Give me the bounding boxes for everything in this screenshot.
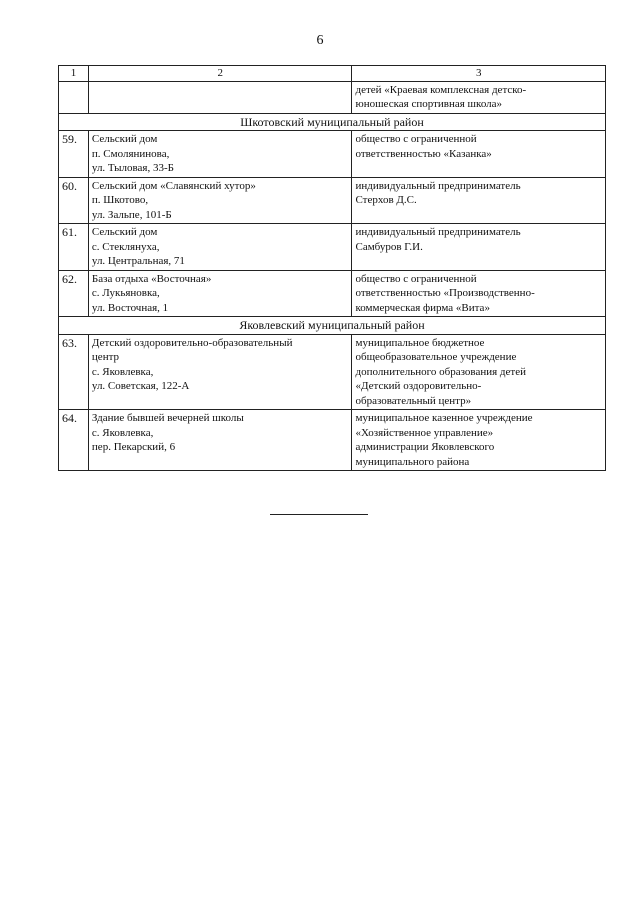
cell-line: Самбуров Г.И. [355, 240, 423, 253]
district-header-row [59, 113, 606, 131]
cell-line: Сельский дом [91, 226, 158, 238]
organization-cell [352, 224, 606, 271]
organization-cell [352, 270, 606, 317]
row-number: 61. [59, 224, 89, 271]
facilities-table [58, 65, 606, 471]
organization-cell [352, 131, 606, 178]
district-title: Яковлевский муниципальный район [59, 317, 606, 335]
organization-cell [352, 334, 606, 410]
row-number: 63. [59, 334, 89, 410]
table-row [59, 224, 606, 271]
object-cell [88, 410, 352, 471]
object-cell [88, 177, 352, 224]
organization-cell [352, 410, 606, 471]
organization-cell [352, 177, 606, 224]
organization-cell [352, 81, 606, 113]
header-cell: 3 [352, 66, 606, 82]
cell-line: п. Смолянинова, [91, 147, 170, 160]
header-cell: 2 [88, 66, 352, 82]
row-number: 59. [59, 131, 89, 178]
cell-line: ул. Центральная, 71 [91, 255, 185, 267]
cell-line: Сельский дом «Славянский хутор» [91, 179, 256, 192]
cell-line: общество с ограниченной [355, 272, 477, 285]
cell-line: с. Стеклянуха, [91, 240, 160, 253]
cell-line: ул. Зальпе, 101-Б [91, 208, 172, 221]
cell-line: ответственностью «Казанка» [355, 147, 492, 160]
cell-line: индивидуальный предприниматель [355, 179, 521, 192]
object-cell [88, 334, 352, 410]
cell-line: «Хозяйственное управление» [355, 426, 494, 439]
cell-line: муниципальное бюджетное [355, 336, 485, 349]
cell-line: ул. Восточная, 1 [91, 301, 169, 314]
cell-line: детей «Краевая комплексная детско- [355, 83, 527, 96]
cell-line: Стерхов Д.С. [355, 194, 417, 206]
row-number: 60. [59, 177, 89, 224]
cell-line: ул. Советская, 122-А [91, 380, 190, 392]
cell-line: Здание бывшей вечерней школы [91, 412, 244, 424]
cell-line: Детский оздоровительно-образовательный [91, 336, 293, 349]
cell-line: коммерческая фирма «Вита» [355, 301, 490, 314]
cell-line: «Детский оздоровительно- [355, 380, 482, 392]
cell-line: пер. Пекарский, 6 [91, 441, 176, 453]
cell-line: ул. Тыловая, 33-Б [91, 162, 174, 174]
table-header-row [59, 66, 606, 82]
cell-line: образовательный центр» [355, 394, 472, 407]
cell-line: п. Шкотово, [91, 194, 149, 206]
district-title: Шкотовский муниципальный район [59, 113, 606, 131]
cell-line: муниципального района [355, 455, 470, 468]
row-number: 62. [59, 270, 89, 317]
district-header-row [59, 317, 606, 335]
cell-line: База отдыха «Восточная» [91, 272, 212, 285]
cell-line: общеобразовательное учреждение [355, 351, 517, 363]
number-cell [59, 81, 89, 113]
cell-line: Сельский дом [91, 133, 158, 145]
cell-line: дополнительного образования детей [355, 365, 526, 378]
object-cell [88, 224, 352, 271]
row-number: 64. [59, 410, 89, 471]
cell-line: индивидуальный предприниматель [355, 226, 521, 238]
table-row [59, 270, 606, 317]
table-row [59, 410, 606, 471]
cell-line: юношеская спортивная школа» [355, 98, 503, 110]
header-cell: 1 [59, 66, 89, 82]
cell-line: ответственностью «Производственно- [355, 287, 535, 299]
table-row [59, 131, 606, 178]
cell-line: с. Яковлевка, [91, 365, 154, 378]
table-row [59, 334, 606, 410]
object-cell [88, 81, 352, 113]
cell-line: администрации Яковлевского [355, 441, 495, 453]
end-rule [270, 514, 368, 515]
cell-line: центр [91, 351, 120, 363]
table-row [59, 177, 606, 224]
object-cell [88, 270, 352, 317]
cell-line: с. Яковлевка, [91, 426, 154, 439]
cell-line: общество с ограниченной [355, 133, 477, 145]
continuation-row [59, 81, 606, 113]
cell-line: муниципальное казенное учреждение [355, 412, 533, 424]
page-number: 6 [316, 33, 324, 48]
object-cell [88, 131, 352, 178]
cell-line: с. Лукьяновка, [91, 287, 160, 299]
